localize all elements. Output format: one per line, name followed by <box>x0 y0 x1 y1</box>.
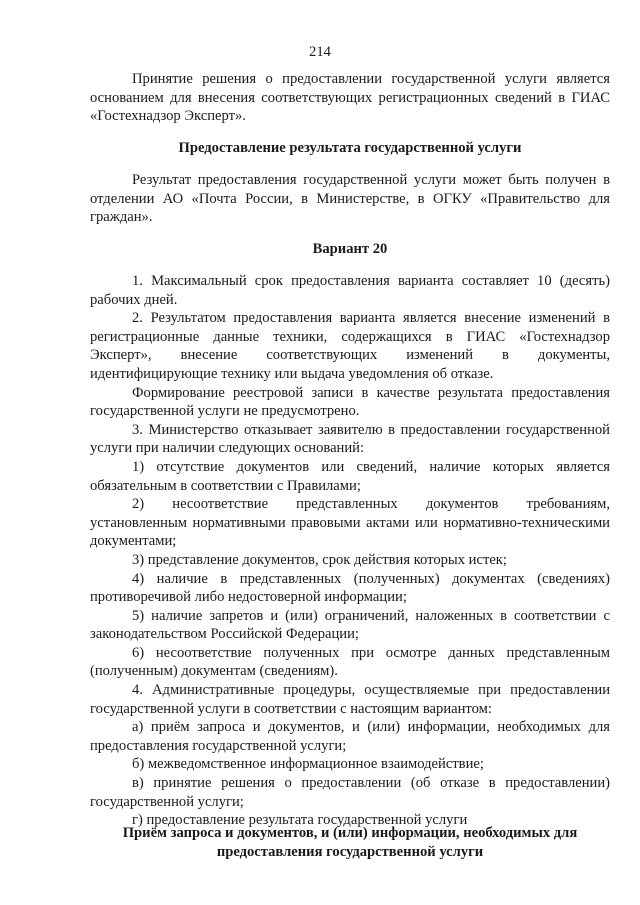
section-heading-result <box>90 139 610 158</box>
section-heading-reception-block <box>90 824 610 861</box>
section-heading: Предоставление результата государственной услуги <box>178 140 522 156</box>
list-item-3-2: 2) несоответствие представленных документов требованиям, установленным нормативными правовыми актами или нормативно-техническими документами; <box>90 496 610 550</box>
list-item-4-d: г) предоставление результата государственной услуги <box>132 812 468 829</box>
list-item-4-b: б) межведомственное информационное взаимодействие; <box>132 756 484 773</box>
list-item-3-4: 4) наличие в представленных (полученных) документах (сведениях) противоречивой либо недостоверной информации; <box>90 570 610 606</box>
intro-block <box>90 70 610 126</box>
paragraph-item-1: 1. Максимальный срок предоставления варианта составляет 10 (десять) рабочих дней. <box>90 273 610 308</box>
list-item-3-6: 6) несоответствие полученных при осмотре данных представленным (полученным) документам (сведениям). <box>90 644 610 680</box>
intro-paragraph: Принятие решения о предоставлении государственной услуги является основанием для внесения соответствующих регистрационных сведений в ГИАС «Гостехнадзор Эксперт». <box>90 71 610 125</box>
paragraph-item-2: 2. Результатом предоставления варианта является внесение изменений в регистрационные данные техники, содержащихся в ГИАС «Гостехнадзор Эксперт», внесение соответствующих изменений в документы, идентифицирующие технику или выдача уведомления об отказе. <box>90 310 610 382</box>
list-item-3-5: 5) наличие запретов и (или) ограничений, наложенных в соответствии с законодательством Российской Федерации; <box>90 607 610 643</box>
paragraph-item-3: 3. Министерство отказывает заявителю в предоставлении государственной услуги при наличии следующих оснований: <box>90 421 610 457</box>
section-heading-reception: Приём запроса и документов, и (или) информации, необходимых для предоставления государственной услуги <box>122 825 578 860</box>
paragraph-item-4: 4. Административные процедуры, осуществляемые при предоставлении государственной услуги в соответствии с настоящим вариантом: <box>90 682 610 717</box>
variant-heading-block <box>90 240 610 259</box>
variant-body <box>90 272 610 830</box>
list-item-3-3: 3) представление документов, срок действия которых истек; <box>132 551 507 568</box>
result-block <box>90 171 610 227</box>
result-paragraph: Результат предоставления государственной услуги может быть получен в отделении АО «Почта России, в Министерстве, в ОГКУ «Правительство для граждан». <box>90 172 610 226</box>
variant-heading: Вариант 20 <box>312 241 388 257</box>
list-item-4-a: а) приём запроса и документов, и (или) информации, необходимых для предоставления государственной услуги; <box>90 719 610 754</box>
list-item-3-1: 1) отсутствие документов или сведений, наличие которых является обязательным в соответствии с Правилами; <box>90 458 610 494</box>
paragraph-item-2-note: Формирование реестровой записи в качестве результата предоставления государственной услуги не предусмотрено. <box>90 384 610 420</box>
page-number: 214 <box>309 44 331 60</box>
list-item-4-c: в) принятие решения о предоставлении (об отказе в предоставлении) государственной услуги; <box>90 775 610 810</box>
